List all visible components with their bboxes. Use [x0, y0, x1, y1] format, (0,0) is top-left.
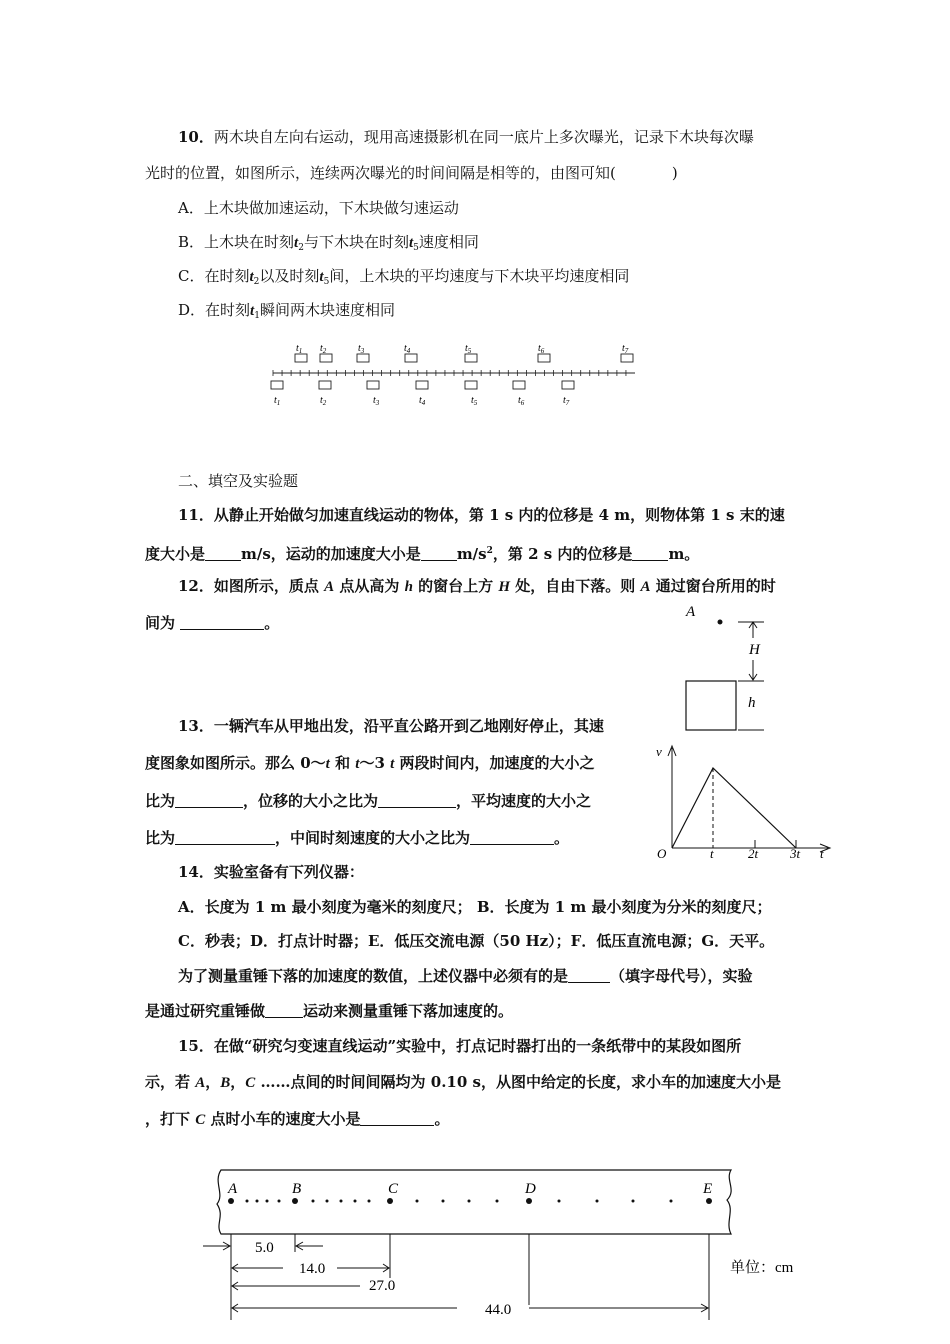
answer-blank[interactable]	[360, 1111, 434, 1126]
tape-dot	[368, 1200, 371, 1203]
count-point-label: E	[703, 1181, 713, 1197]
tape-dot	[596, 1200, 599, 1203]
q11-line2: 度大小是 m/s，运动的加速度大小是 $m/s^2$，第 2 s 内的位移是 m。	[145, 545, 700, 563]
lower-block	[319, 381, 331, 389]
count-point	[526, 1198, 532, 1204]
lower-time-label: $t_6$	[518, 395, 525, 407]
count-point	[387, 1198, 393, 1204]
unit-label: 单位：cm	[730, 1260, 794, 1276]
q14-line4: 为了测量重锤下落的加速度的数值，上述仪器中必须有的是 （填字母代号），实验	[178, 967, 753, 985]
q15-line3: ，打下 C 点时小车的速度大小是 。	[145, 1110, 450, 1128]
q11-line1: 11．从静止开始做匀加速直线运动的物体，第 1 s 内的位移是 4 m，则物体第 1 s 末的速	[178, 506, 785, 524]
q10-exposure-figure	[265, 340, 645, 410]
tape-dot	[558, 1200, 561, 1203]
tape-dot	[266, 1200, 269, 1203]
q14-line2: A．长度为 1 m 最小刻度为毫米的刻度尺； B．长度为 1 m 最小刻度为分米的刻度尺；	[178, 898, 772, 916]
tape-dot	[670, 1200, 673, 1203]
lower-block	[465, 381, 477, 389]
q10-option-a: A．上木块做加速运动，下木块做匀速运动	[178, 199, 459, 217]
q15-line1: 15．在做“研究匀变速直线运动”实验中，打点记时器打出的一条纸带中的某段如图所	[178, 1037, 742, 1055]
count-point	[228, 1198, 234, 1204]
q14-line5: 是通过研究重锤做 运动来测量重锤下落加速度的。	[145, 1002, 514, 1020]
q10-line1: 10．两木块自左向右运动，现用高速摄影机在同一底片上多次曝光，记录下木块每次曝	[178, 128, 754, 146]
answer-blank[interactable]	[175, 830, 275, 845]
q13-line4: 比为 ，中间时刻速度的大小之比为 。	[145, 829, 570, 847]
answer-blank[interactable]	[421, 546, 457, 561]
tape-dot	[442, 1200, 445, 1203]
lower-time-label: $t_4$	[419, 395, 426, 407]
upper-block	[320, 354, 332, 362]
q10-line2: 光时的位置，如图所示，连续两次曝光的时间间隔是相等的，由图可知( )	[145, 164, 678, 182]
upper-time-label: $t_6$	[538, 343, 545, 355]
answer-blank[interactable]	[632, 546, 668, 561]
upper-time-label: $t_7$	[622, 343, 629, 355]
q12-line2: 间为 。	[145, 614, 280, 632]
distance-ab: 5.0	[255, 1240, 274, 1256]
upper-block	[538, 354, 550, 362]
q10-option-d: D．在时刻$t_1$瞬间两木块速度相同	[178, 301, 395, 321]
height-h-label: h	[748, 695, 756, 711]
lower-block	[562, 381, 574, 389]
q15-tape-figure	[195, 1160, 835, 1330]
upper-time-label: $t_1$	[296, 343, 303, 355]
q10-number: 10．	[178, 128, 214, 146]
tick-label-t: t	[710, 846, 714, 861]
count-point-label: B	[292, 1181, 302, 1197]
q13-line2: 度图象如图所示。那么 0～t 和 t～3 t 两段时间内，加速度的大小之	[145, 754, 595, 772]
lower-block	[271, 381, 283, 389]
count-point	[706, 1198, 712, 1204]
upper-block	[357, 354, 369, 362]
tape-dot	[632, 1200, 635, 1203]
height-H-label: H	[749, 642, 760, 658]
count-point-label: D	[525, 1181, 536, 1197]
answer-blank[interactable]	[205, 546, 241, 561]
lower-time-label: $t_2$	[320, 395, 327, 407]
tape-dot	[468, 1200, 471, 1203]
origin-label: O	[657, 846, 667, 861]
upper-block	[295, 354, 307, 362]
q14-line1: 14．实验室备有下列仪器：	[178, 863, 364, 881]
tape-dot	[278, 1200, 281, 1203]
lower-block	[367, 381, 379, 389]
upper-time-label: $t_2$	[320, 343, 327, 355]
answer-blank[interactable]	[568, 968, 610, 983]
q12-line1: 12．如图所示，质点 A 点从高为 h 的窗台上方 H 处，自由下落。则 A 通过窗台所用的时	[178, 577, 776, 595]
velocity-line	[672, 768, 796, 848]
lower-time-label: $t_7$	[563, 395, 570, 407]
answer-blank[interactable]	[175, 793, 243, 808]
tape-dot	[326, 1200, 329, 1203]
point-a	[718, 620, 723, 625]
q12-window-figure	[680, 600, 780, 740]
upper-time-label: $t_3$	[358, 343, 365, 355]
section-heading: 二、填空及实验题	[178, 472, 299, 490]
lower-block	[416, 381, 428, 389]
count-point	[292, 1198, 298, 1204]
tape-dot	[256, 1200, 259, 1203]
window-box	[686, 681, 736, 730]
tape-dot	[496, 1200, 499, 1203]
upper-block	[405, 354, 417, 362]
tape-dot	[340, 1200, 343, 1203]
q10-option-c: C．在时刻$t_2$以及时刻$t_5$间，上木块的平均速度与下木块平均速度相同	[178, 267, 630, 287]
q14-line3: C．秒表；D．打点计时器；E．低压交流电源（50 Hz）；F．低压直流电源；G．天平。	[178, 932, 775, 950]
lower-block	[513, 381, 525, 389]
tape-dot	[354, 1200, 357, 1203]
tape-dot	[312, 1200, 315, 1203]
tape-dot	[246, 1200, 249, 1203]
tick-label-2t: 2t	[748, 846, 759, 861]
distance-ae: 44.0	[485, 1302, 512, 1318]
lower-time-label: $t_3$	[373, 395, 380, 407]
q10-option-b: B．上木块在时刻$t_2$与下木块在时刻$t_5$速度相同	[178, 233, 479, 253]
v-axis-label: v	[656, 744, 662, 759]
t-axis-label: t	[820, 846, 824, 861]
point-a-label: A	[686, 604, 696, 620]
upper-time-label: $t_4$	[404, 343, 411, 355]
q13-line3: 比为 ，位移的大小之比为 ，平均速度的大小之	[145, 792, 592, 810]
tick-label-3t: 3t	[790, 846, 801, 861]
answer-blank[interactable]	[378, 793, 456, 808]
q13-velocity-graph	[650, 740, 840, 860]
answer-blank[interactable]	[180, 615, 264, 630]
upper-block	[621, 354, 633, 362]
q15-line2: 示，若 A，B，C ……点间的时间间隔均为 0.10 s，从图中给定的长度，求小车的加速度大小是	[145, 1073, 781, 1091]
answer-blank[interactable]	[470, 830, 554, 845]
distance-ac: 14.0	[299, 1261, 326, 1277]
lower-time-label: $t_5$	[471, 395, 478, 407]
upper-time-label: $t_5$	[465, 343, 472, 355]
count-point-label: C	[388, 1181, 399, 1197]
tape-dot	[416, 1200, 419, 1203]
answer-blank[interactable]	[265, 1003, 303, 1018]
q13-line1: 13．一辆汽车从甲地出发，沿平直公路开到乙地刚好停止，其速	[178, 717, 604, 735]
distance-ad: 27.0	[369, 1278, 396, 1294]
count-point-label: A	[228, 1181, 238, 1197]
lower-time-label: $t_1$	[274, 395, 281, 407]
upper-block	[465, 354, 477, 362]
